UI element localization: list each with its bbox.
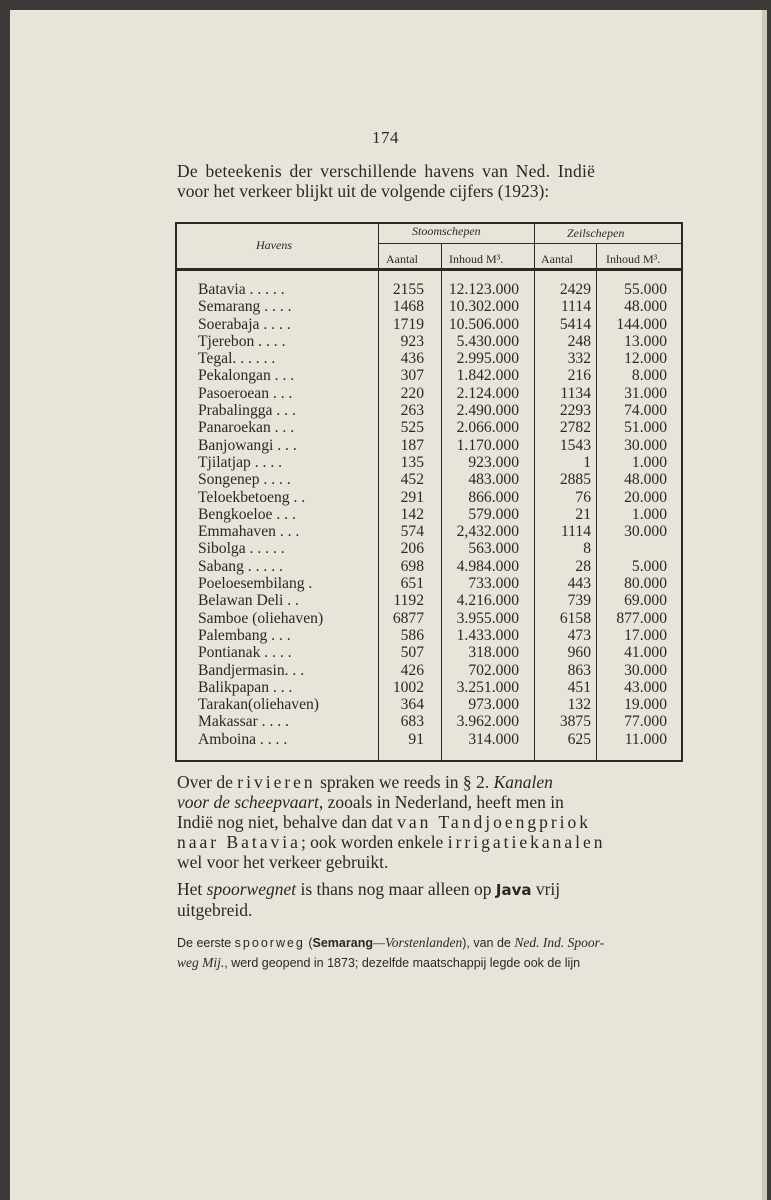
zeil-aantal: 76	[575, 488, 591, 506]
zeil-aantal: 21	[575, 505, 591, 523]
table-row	[177, 644, 681, 661]
stoom-inhoud: 1.842.000	[456, 367, 519, 385]
zeil-aantal: 451	[567, 678, 591, 696]
zeil-inhoud: 41.000	[624, 644, 667, 662]
stoom-inhoud: 314.000	[468, 730, 519, 748]
zeil-inhoud: 1.000	[631, 505, 667, 523]
zeil-inhoud: 20.000	[624, 488, 667, 506]
text-spaced: van Tandjoengpriok	[397, 812, 592, 832]
table-row	[177, 558, 681, 575]
table-row	[177, 316, 681, 333]
stoom-aantal: 2155	[392, 281, 424, 298]
zeil-inhoud: 69.000	[624, 592, 667, 610]
text-italic: voor de scheepvaart	[177, 792, 319, 812]
zeil-inhoud: 19.000	[624, 696, 667, 714]
para1-line-3	[177, 812, 697, 832]
text-italic: weg Mij.	[177, 955, 225, 970]
zeil-inhoud: 51.000	[624, 419, 667, 437]
stoom-aantal: 426	[400, 661, 424, 679]
port-name: Belawan Deli . .	[198, 592, 299, 610]
port-name: Prabalingga . . .	[198, 402, 296, 420]
table-row	[177, 454, 681, 471]
foot-line-2	[177, 953, 697, 973]
stoom-inhoud: 2.066.000	[456, 419, 519, 437]
port-name: Soerabaja . . . .	[198, 315, 291, 333]
table-row	[177, 489, 681, 506]
stoom-inhoud: 3.955.000	[456, 609, 519, 627]
stoom-aantal: 525	[400, 419, 424, 437]
zeil-aantal: 1	[583, 453, 591, 471]
zeil-inhoud: 12.000	[624, 350, 667, 368]
port-name: Bandjermasin. . .	[198, 661, 305, 679]
text-italic: spoorwegnet	[206, 879, 297, 899]
stoom-inhoud: 4.216.000	[456, 592, 519, 610]
para1-line-1	[177, 772, 697, 792]
text-italic: Ned. Ind. Spoor-	[514, 935, 605, 950]
text-spaced: irrigatiekanalen	[447, 832, 606, 852]
port-name: Batavia . . . . .	[198, 281, 285, 298]
table-row	[177, 696, 681, 713]
foot-line-1	[177, 933, 697, 953]
table-row	[177, 437, 681, 454]
stoom-aantal: 263	[400, 402, 424, 420]
stoom-inhoud: 579.000	[468, 505, 519, 523]
zeil-inhoud: 80.000	[624, 575, 667, 593]
port-name: Makassar . . . .	[198, 713, 289, 731]
zeil-inhoud: 1.000	[631, 453, 667, 471]
port-name: Pontianak . . . .	[198, 644, 292, 662]
stoom-inhoud: 1.170.000	[456, 436, 519, 454]
table-row	[177, 575, 681, 592]
stoom-inhoud: 318.000	[468, 644, 519, 662]
zeil-aantal: 132	[567, 696, 591, 714]
zeil-aantal: 473	[567, 626, 591, 644]
stoom-aantal: 923	[400, 332, 424, 350]
stoom-inhoud: 3.251.000	[456, 678, 519, 696]
port-name: Panaroekan . . .	[198, 419, 295, 437]
stoom-inhoud: 702.000	[468, 661, 519, 679]
zeil-inhoud: 30.000	[624, 523, 667, 541]
stoom-inhoud: 923.000	[468, 453, 519, 471]
stoom-aantal: 1002	[392, 678, 424, 696]
para2-line-1	[177, 879, 697, 900]
stoom-aantal: 507	[400, 644, 424, 662]
port-name: Tarakan(oliehaven)	[198, 696, 319, 714]
zeil-aantal: 6158	[559, 609, 591, 627]
stoom-inhoud: 2.490.000	[456, 402, 519, 420]
header-inhoud-stoom: Inhoud M³.	[449, 252, 504, 266]
zeil-inhoud: 43.000	[624, 678, 667, 696]
stoom-aantal: 651	[400, 575, 424, 593]
text: (	[304, 936, 313, 950]
text-spaced: spoorweg	[234, 936, 305, 950]
stoom-inhoud: 3.962.000	[456, 713, 519, 731]
zeil-inhoud: 877.000	[616, 609, 667, 627]
stoom-inhoud: 5.430.000	[456, 332, 519, 350]
zeil-aantal: 2885	[559, 471, 591, 489]
stoom-inhoud: 2.995.000	[456, 350, 519, 368]
zeil-aantal: 1134	[560, 384, 591, 402]
stoom-inhoud: 563.000	[468, 540, 519, 558]
table-row	[177, 367, 681, 384]
stoom-inhoud: 973.000	[468, 696, 519, 714]
zeil-aantal: 2429	[559, 281, 591, 298]
zeil-aantal: 1543	[559, 436, 591, 454]
header-aantal-zeil: Aantal	[541, 252, 573, 266]
text: , zooals in Nederland, heeft men in	[318, 792, 564, 812]
zeil-aantal: 863	[567, 661, 591, 679]
port-name: Tegal. . . . . .	[198, 350, 276, 368]
table-row	[177, 610, 681, 627]
zeil-inhoud: 55.000	[624, 281, 667, 298]
zeil-aantal: 443	[567, 575, 591, 593]
zeil-inhoud: 8.000	[631, 367, 667, 385]
stoom-aantal: 586	[400, 626, 424, 644]
stoom-aantal: 574	[400, 523, 424, 541]
table-row	[177, 419, 681, 436]
port-name: Pekalongan . . .	[198, 367, 295, 385]
zeil-aantal: 1114	[560, 523, 591, 541]
zeil-aantal: 2293	[559, 402, 591, 420]
port-name: Palembang . . .	[198, 626, 291, 644]
zeil-inhoud: 30.000	[624, 661, 667, 679]
zeil-aantal: 248	[567, 332, 591, 350]
zeil-inhoud: 74.000	[624, 402, 667, 420]
intro-paragraph	[177, 161, 697, 201]
stoom-aantal: 135	[400, 453, 424, 471]
zeil-aantal: 625	[567, 730, 591, 748]
zeil-inhoud: 11.000	[624, 730, 667, 748]
intro-line-1: De beteekenis der verschillende havens van Ned. Indië	[177, 161, 596, 181]
port-name: Tjerebon . . . .	[198, 332, 286, 350]
text-italic: —Vorstenlanden	[372, 935, 463, 950]
stoom-inhoud: 2.124.000	[456, 384, 519, 402]
text: spraken we reeds in § 2.	[315, 772, 494, 792]
header-zeilschepen: Zeilschepen	[567, 226, 625, 240]
text: , werd geopend in 1873; dezelfde maatschappij legde ook de lijn	[224, 956, 581, 970]
text: Indië nog niet, behalve dan dat	[177, 812, 398, 832]
port-name: Pasoeroean . . .	[198, 384, 293, 402]
text-italic: Kanalen	[493, 772, 553, 792]
zeil-aantal: 739	[567, 592, 591, 610]
stoom-aantal: 364	[400, 696, 424, 714]
stoom-inhoud: 733.000	[468, 575, 519, 593]
zeil-aantal: 5414	[559, 315, 591, 333]
text: Het	[177, 879, 207, 899]
stoom-inhoud: 4.984.000	[456, 557, 519, 575]
text-spaced: rivieren	[237, 772, 316, 792]
zeil-aantal: 3875	[559, 713, 591, 731]
ports-table	[175, 222, 683, 762]
text: Over de	[177, 772, 238, 792]
stoom-inhoud: 483.000	[468, 471, 519, 489]
zeil-aantal: 8	[583, 540, 591, 558]
table-row	[177, 540, 681, 557]
table-row	[177, 402, 681, 419]
intro-line-2: voor het verkeer blijkt uit de volgende cijfers (1923):	[177, 181, 550, 201]
table-row	[177, 281, 681, 298]
table-row	[177, 592, 681, 609]
header-inhoud-zeil: Inhoud M³.	[606, 252, 661, 266]
stoom-aantal: 142	[400, 505, 424, 523]
zeil-inhoud: 13.000	[624, 332, 667, 350]
stoom-inhoud: 12.123.000	[448, 281, 519, 298]
zeil-aantal: 2782	[559, 419, 591, 437]
port-name: Tjilatjap . . . .	[198, 453, 283, 471]
page-edge	[762, 10, 767, 1200]
zeil-inhoud: 31.000	[624, 384, 667, 402]
zeil-inhoud: 30.000	[624, 436, 667, 454]
zeil-inhoud: 48.000	[624, 471, 667, 489]
table-row	[177, 350, 681, 367]
stoom-aantal: 291	[400, 488, 424, 506]
table-row	[177, 713, 681, 730]
zeil-aantal: 332	[567, 350, 591, 368]
stoom-aantal: 220	[400, 384, 424, 402]
port-name: Songenep . . . .	[198, 471, 291, 489]
stoom-aantal: 683	[400, 713, 424, 731]
stoom-aantal: 206	[400, 540, 424, 558]
para1-line-5: wel voor het verkeer gebruikt.	[177, 852, 389, 872]
text: De eerste	[177, 936, 235, 950]
stoom-aantal: 452	[400, 471, 424, 489]
header-rule-thin	[177, 270, 681, 271]
port-name: Poeloesembilang .	[198, 575, 313, 593]
zeil-aantal: 216	[567, 367, 591, 385]
stoom-aantal: 1719	[392, 315, 424, 333]
header-aantal-stoom: Aantal	[386, 252, 418, 266]
port-name: Sibolga . . . . .	[198, 540, 285, 558]
stoom-aantal: 307	[400, 367, 424, 385]
paragraph-rivieren	[177, 772, 697, 872]
table-row	[177, 506, 681, 523]
stoom-aantal: 1192	[393, 592, 424, 610]
stoom-aantal: 436	[400, 350, 424, 368]
port-name: Balikpapan . . .	[198, 678, 293, 696]
para2-line-2: uitgebreid.	[177, 900, 253, 920]
stoom-inhoud: 10.302.000	[448, 298, 519, 316]
table-row	[177, 731, 681, 748]
table-row	[177, 298, 681, 315]
stoom-aantal: 91	[408, 730, 424, 748]
text-bold: Java	[495, 881, 532, 899]
table-body	[177, 281, 681, 748]
port-name: Banjowangi . . .	[198, 436, 297, 454]
zeil-aantal: 28	[575, 557, 591, 575]
header-stoomschepen: Stoomschepen	[412, 224, 481, 238]
zeil-inhoud: 5.000	[631, 557, 667, 575]
zeil-inhoud: 77.000	[624, 713, 667, 731]
port-name: Semarang . . . .	[198, 298, 292, 316]
stoom-inhoud: 2,432.000	[456, 523, 519, 541]
stoom-inhoud: 1.433.000	[456, 626, 519, 644]
zeil-inhoud: 17.000	[624, 626, 667, 644]
paragraph-spoorwegnet	[177, 879, 697, 920]
zeil-aantal: 960	[567, 644, 591, 662]
para1-line-2	[177, 792, 697, 812]
zeil-aantal: 1114	[560, 298, 591, 316]
port-name: Teloekbetoeng . .	[198, 488, 306, 506]
page-number: 174	[372, 128, 399, 147]
group-rule	[378, 243, 681, 244]
stoom-aantal: 6877	[392, 609, 424, 627]
stoom-aantal: 698	[400, 557, 424, 575]
stoom-inhoud: 866.000	[468, 488, 519, 506]
stoom-inhoud: 10.506.000	[448, 315, 519, 333]
table-row	[177, 679, 681, 696]
para1-line-4	[177, 832, 697, 852]
port-name: Samboe (oliehaven)	[198, 609, 324, 627]
text-spaced: naar Batavia	[177, 832, 301, 852]
table-row	[177, 471, 681, 488]
text: vrij	[531, 879, 561, 899]
stoom-aantal: 187	[400, 436, 424, 454]
small-print-paragraph	[177, 933, 697, 973]
text-bold: Semarang	[312, 936, 373, 950]
stoom-aantal: 1468	[392, 298, 424, 316]
zeil-inhoud: 144.000	[616, 315, 667, 333]
table-row	[177, 385, 681, 402]
header-havens: Havens	[256, 238, 292, 252]
table-row	[177, 627, 681, 644]
port-name: Emmahaven . . .	[198, 523, 300, 541]
table-row	[177, 523, 681, 540]
table-row	[177, 662, 681, 679]
port-name: Amboina . . . .	[198, 730, 288, 748]
text: ; ook worden enkele	[300, 832, 448, 852]
text: is thans nog maar alleen op	[296, 879, 496, 899]
text: ), van de	[462, 936, 515, 950]
port-name: Bengkoeloe . . .	[198, 505, 296, 523]
port-name: Sabang . . . . .	[198, 557, 283, 575]
zeil-inhoud: 48.000	[624, 298, 667, 316]
table-row	[177, 333, 681, 350]
